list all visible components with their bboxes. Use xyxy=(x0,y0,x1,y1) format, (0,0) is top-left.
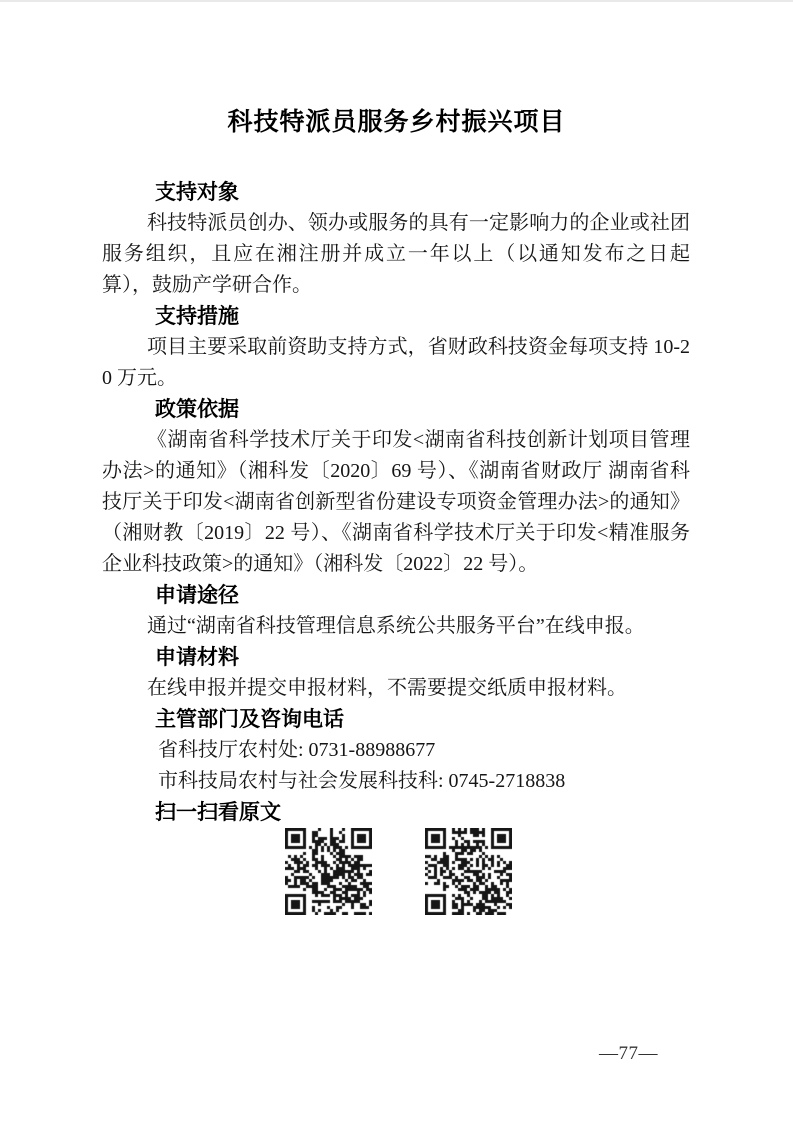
document-body xyxy=(0,177,793,915)
section-heading-application-materials: 申请材料 xyxy=(155,646,239,669)
section-heading-department-contacts: 主管部门及咨询电话 xyxy=(155,708,344,731)
page-number: —77— xyxy=(599,1043,658,1064)
qr-code-original-text-left xyxy=(285,828,372,915)
qr-row xyxy=(102,828,690,915)
contact-line-municipal: 市科技局农村与社会发展科技科: 0745-2718838 xyxy=(158,770,566,792)
paragraph-policy-basis: 《湖南省科学技术厅关于印发<湖南省科技创新计划项目管理办法>的通知》（湘科发〔2020〕69 号）、《湖南省财政厅 湖南省科技厅关于印发<湖南省创新型省份建设专项资金管理办法>的通知》（湘财教〔2019〕22 号）、《湖南省科学技术厅关于印发<精准服务企业科技政策>的通知》（湘科发〔2022〕22 号）。 xyxy=(102,429,690,575)
paragraph-application-channel: 通过“湖南省科技管理信息系统公共服务平台”在线申报。 xyxy=(147,615,645,637)
paragraph-application-materials: 在线申报并提交申报材料，不需要提交纸质申报材料。 xyxy=(147,677,627,699)
section-heading-support-measures: 支持措施 xyxy=(155,305,239,328)
section-heading-scan-qr: 扫一扫看原文 xyxy=(155,801,281,824)
section-heading-policy-basis: 政策依据 xyxy=(155,398,239,421)
document-title: 科技特派员服务乡村振兴项目 xyxy=(227,109,566,136)
section-heading-application-channel: 申请途径 xyxy=(155,584,239,607)
section-heading-support-target: 支持对象 xyxy=(155,181,239,204)
paragraph-support-target: 科技特派员创办、领办或服务的具有一定影响力的企业或社团服务组织，且应在湘注册并成立一年以上（以通知发布之日起算），鼓励产学研合作。 xyxy=(102,212,690,296)
qr-code-original-text-right xyxy=(425,828,512,915)
contact-line-provincial: 省科技厅农村处: 0731-88988677 xyxy=(158,739,436,761)
paragraph-support-measures: 项目主要采取前资助支持方式，省财政科技资金每项支持 10-20 万元。 xyxy=(102,336,690,389)
